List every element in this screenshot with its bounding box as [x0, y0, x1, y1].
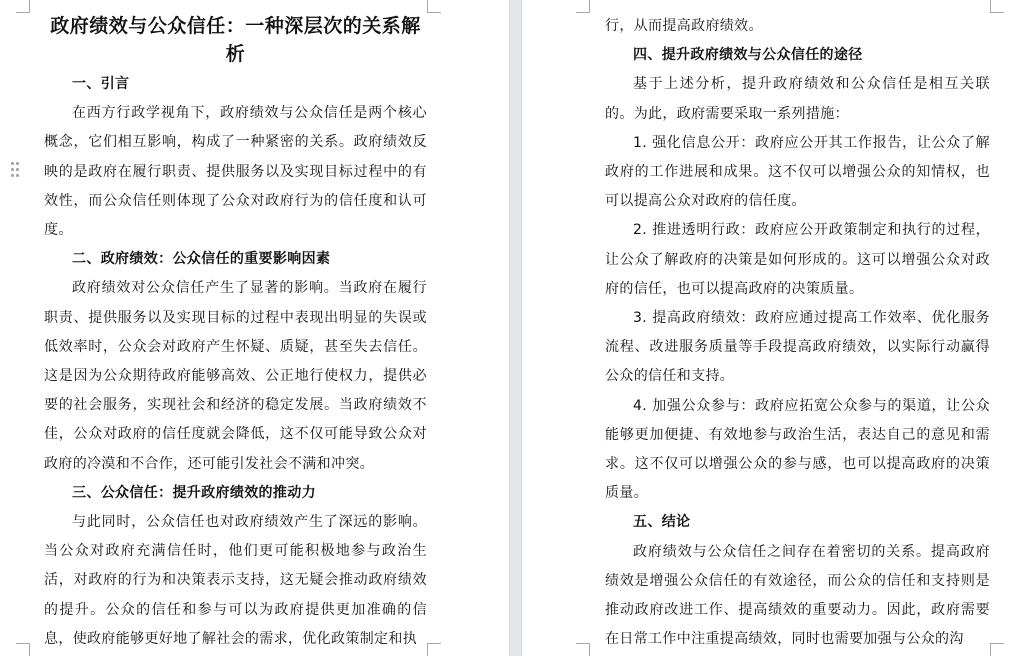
crop-mark-bottom-right: [990, 643, 1004, 656]
crop-mark-top-right: [990, 0, 1004, 13]
page-content-right: [605, 12, 990, 654]
crop-mark-bottom-left: [576, 643, 590, 656]
drag-handle-icon[interactable]: [11, 162, 19, 178]
paragraph: 2. 推进透明行政：政府应公开政策制定和执行的过程，让公众了解政府的决策是如何形成的。这可以增强公众对政府的信任，也可以提高政府的决策质量。: [605, 222, 990, 297]
crop-mark-top-left: [16, 0, 30, 13]
paragraph: 在西方行政学视角下，政府绩效与公众信任是两个核心概念，它们相互影响，构成了一种紧密的关系。政府绩效反映的是政府在履行职责、提供服务以及实现目标过程中的有效性，而公众信任则体现了公众对政府行为的信任度和认可度。: [44, 105, 427, 239]
section-heading: 五、结论: [633, 514, 691, 531]
page-content-left: [44, 12, 427, 654]
paragraph: 与此同时，公众信任也对政府绩效产生了深远的影响。当公众对政府充满信任时，他们更可能积极地参与政治生活，对政府的行为和决策表示支持，这无疑会推动政府绩效的提升。公众的信任和参与可以为政府提供更加准确的信息，使政府能够更好地了解社会的需求，优化政策制定和执: [44, 514, 427, 647]
paragraph: 行，从而提高政府绩效。: [605, 18, 763, 34]
section-heading: 四、提升政府绩效与公众信任的途径: [633, 47, 863, 64]
paragraph: 3. 提高政府绩效：政府应通过提高工作效率、优化服务流程、改进服务质量等手段提高政府绩效，以实际行动赢得公众的信任和支持。: [605, 310, 990, 385]
page-gap: [509, 0, 522, 656]
paragraph: 4. 加强公众参与：政府应拓宽公众参与的渠道，让公众能够更加便捷、有效地参与政治生活，表达自己的意见和需求。这不仅可以增强公众的参与感，也可以提高政府的决策质量。: [605, 397, 990, 502]
crop-mark-top-left: [576, 0, 590, 13]
crop-mark-top-right: [427, 0, 441, 13]
section-heading: 三、公众信任：提升政府绩效的推动力: [72, 484, 316, 501]
left-page-blocks: [44, 70, 427, 654]
section-heading: 二、政府绩效：公众信任的重要影响因素: [72, 251, 331, 268]
crop-mark-bottom-left: [16, 643, 30, 656]
crop-mark-bottom-right: [427, 643, 441, 656]
right-page-blocks: [605, 12, 990, 654]
document-page-right: [522, 0, 1024, 656]
document-page-left: [0, 0, 509, 656]
section-heading: 一、引言: [72, 76, 130, 92]
paragraph: 1. 强化信息公开：政府应公开其工作报告，让公众了解政府的工作进展和成果。这不仅可以增强公众的知情权，也可以提高公众对政府的信任度。: [605, 134, 990, 210]
document-title: 政府绩效与公众信任：一种深层次的关系解析: [50, 15, 421, 65]
paragraph: 政府绩效对公众信任产生了显著的影响。当政府在履行职责、提供服务以及实现目标的过程中表现出明显的失误或低效率时，公众会对政府产生怀疑、质疑，甚至失去信任。这是因为公众期待政府能够高效、公正地行使权力，提供必要的社会服务，实现社会和经济的稳定发展。当政府绩效不佳，公众对政府的信任度就会降低，这不仅可能导致公众对政府的冷漠和不合作，还可能引发社会不满和冲突。: [44, 280, 427, 472]
paragraph: 基于上述分析，提升政府绩效和公众信任是相互关联的。为此，政府需要采取一系列措施：: [605, 76, 990, 122]
paragraph: 政府绩效与公众信任之间存在着密切的关系。提高政府绩效是增强公众信任的有效途径，而公众的信任和支持则是推动政府改进工作、提高绩效的重要动力。因此，政府需要在日常工作中注重提高绩效，同时也需要加强与公众的沟: [605, 543, 990, 648]
